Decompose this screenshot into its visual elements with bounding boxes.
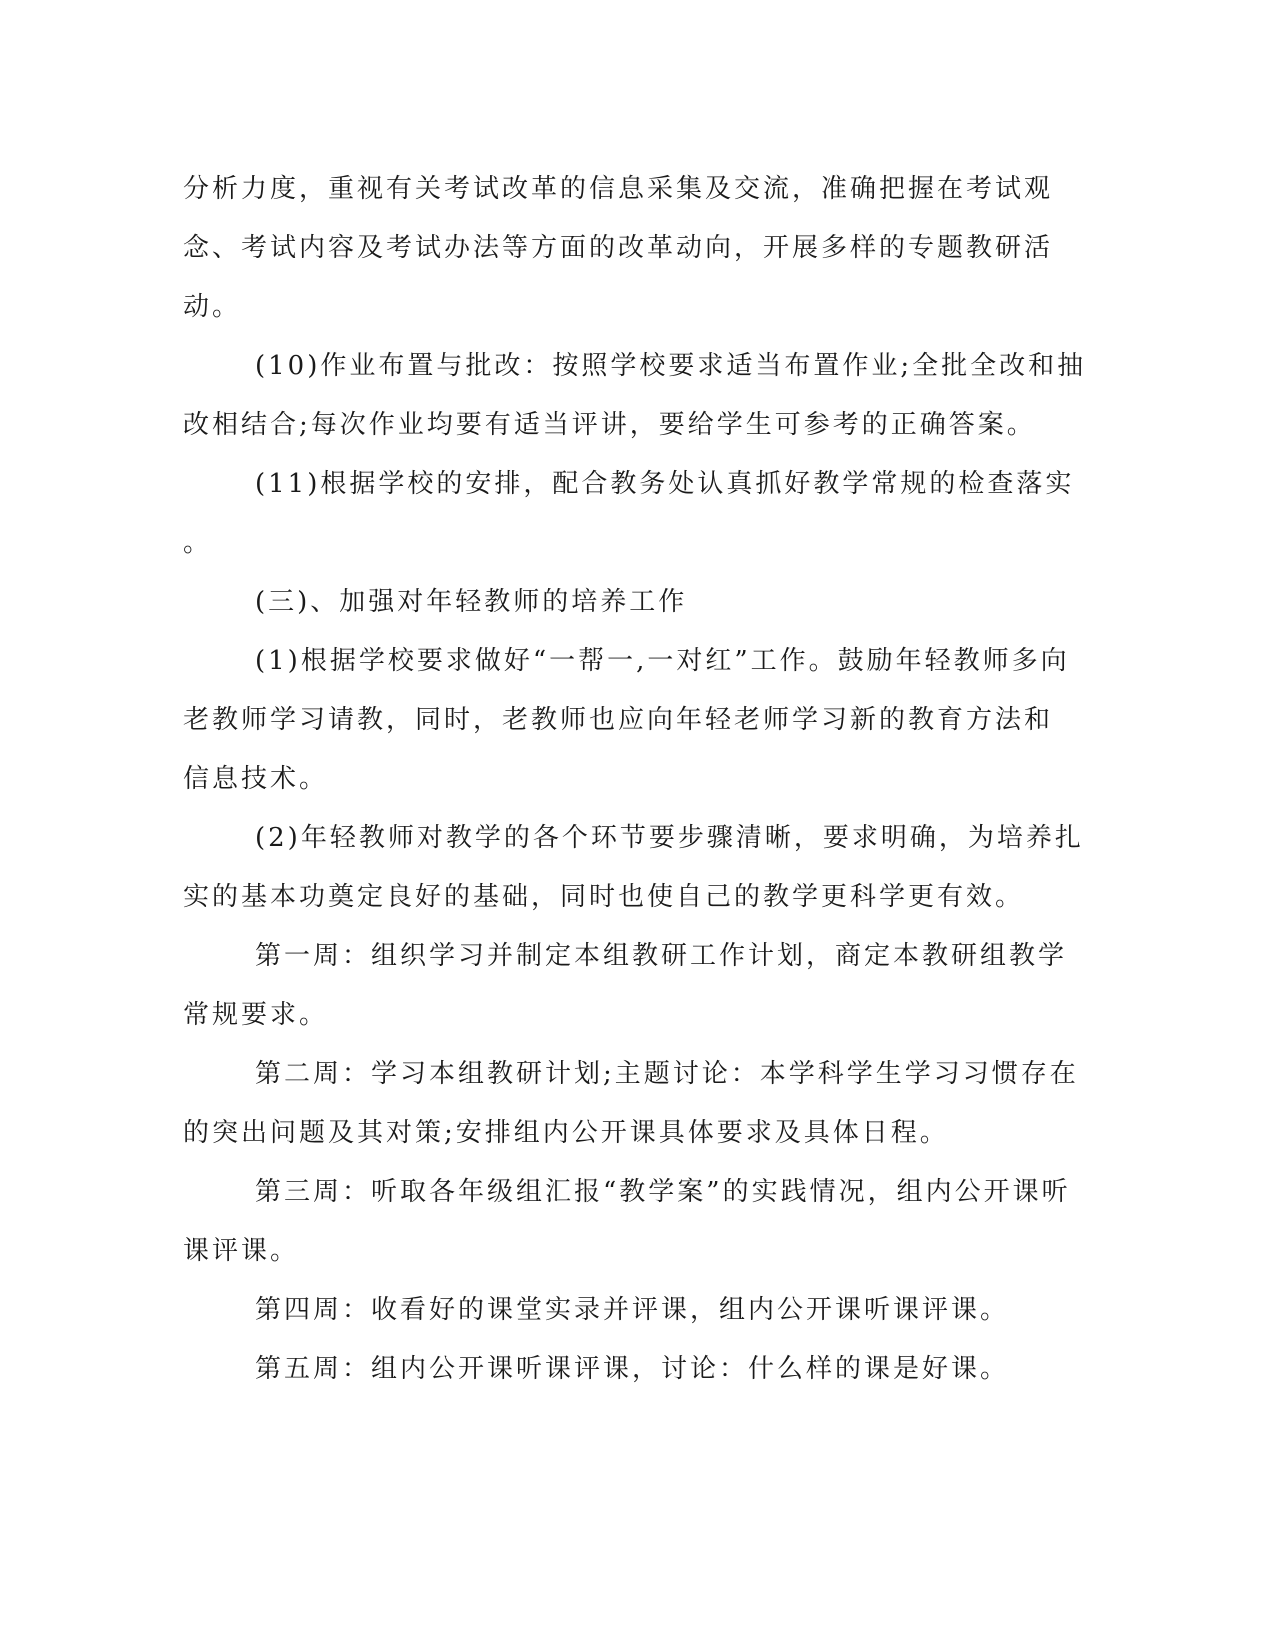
text-line: 第五周：组内公开课听课评课，讨论：什么样的课是好课。 xyxy=(255,1354,1010,1384)
paragraph xyxy=(183,1163,1071,1281)
text-line: 动。 xyxy=(183,292,242,322)
paragraph xyxy=(183,809,1084,927)
text-line: 念、考试内容及考试办法等方面的改革动向，开展多样的专题教研活 xyxy=(183,233,1054,263)
text-line: 信息技术。 xyxy=(183,764,329,794)
text-line: 改相结合;每次作业均要有适当评讲，要给学生可参考的正确答案。 xyxy=(183,410,1036,440)
text-line: (10)作业布置与批改：按照学校要求适当布置作业;全批全改和抽 xyxy=(255,351,1087,381)
paragraph xyxy=(183,1045,1079,1163)
text-line: 老教师学习请教，同时，老教师也应向年轻老师学习新的教育方法和 xyxy=(183,705,1054,735)
document-body xyxy=(183,160,1087,1399)
paragraph xyxy=(183,1340,1043,1399)
text-line: (11)根据学校的安排，配合教务处认真抓好教学常规的检查落实 xyxy=(255,469,1075,499)
paragraph xyxy=(183,160,1054,337)
paragraph xyxy=(183,1281,1043,1340)
text-line: 第二周：学习本组教研计划;主题讨论：本学科学生学习习惯存在 xyxy=(255,1059,1079,1089)
paragraph xyxy=(183,927,1068,1045)
text-line: (1)根据学校要求做好“一帮一,一对红”工作。鼓励年轻教师多向 xyxy=(255,646,1070,676)
text-line: 第四周：收看好的课堂实录并评课，组内公开课听课评课。 xyxy=(255,1295,1010,1325)
text-line: 常规要求。 xyxy=(183,1000,329,1030)
text-line: 分析力度，重视有关考试改革的信息采集及交流，准确把握在考试观 xyxy=(183,174,1054,204)
section-heading xyxy=(183,573,1043,632)
paragraph xyxy=(183,337,1087,455)
text-line: (2)年轻教师对教学的各个环节要步骤清晰，要求明确，为培养扎 xyxy=(255,823,1084,853)
paragraph xyxy=(183,632,1070,809)
text-line: 。 xyxy=(183,528,213,558)
text-line: 实的基本功奠定良好的基础，同时也使自己的教学更科学更有效。 xyxy=(183,882,1025,912)
text-line: 课评课。 xyxy=(183,1236,300,1266)
text-line: 第一周：组织学习并制定本组教研工作计划，商定本教研组教学 xyxy=(255,941,1068,971)
paragraph xyxy=(183,455,1075,573)
text-line: (三)、加强对年轻教师的培养工作 xyxy=(255,587,688,617)
text-line: 的突出问题及其对策;安排组内公开课具体要求及具体日程。 xyxy=(183,1118,949,1148)
text-line: 第三周：听取各年级组汇报“教学案”的实践情况，组内公开课听 xyxy=(255,1177,1071,1207)
